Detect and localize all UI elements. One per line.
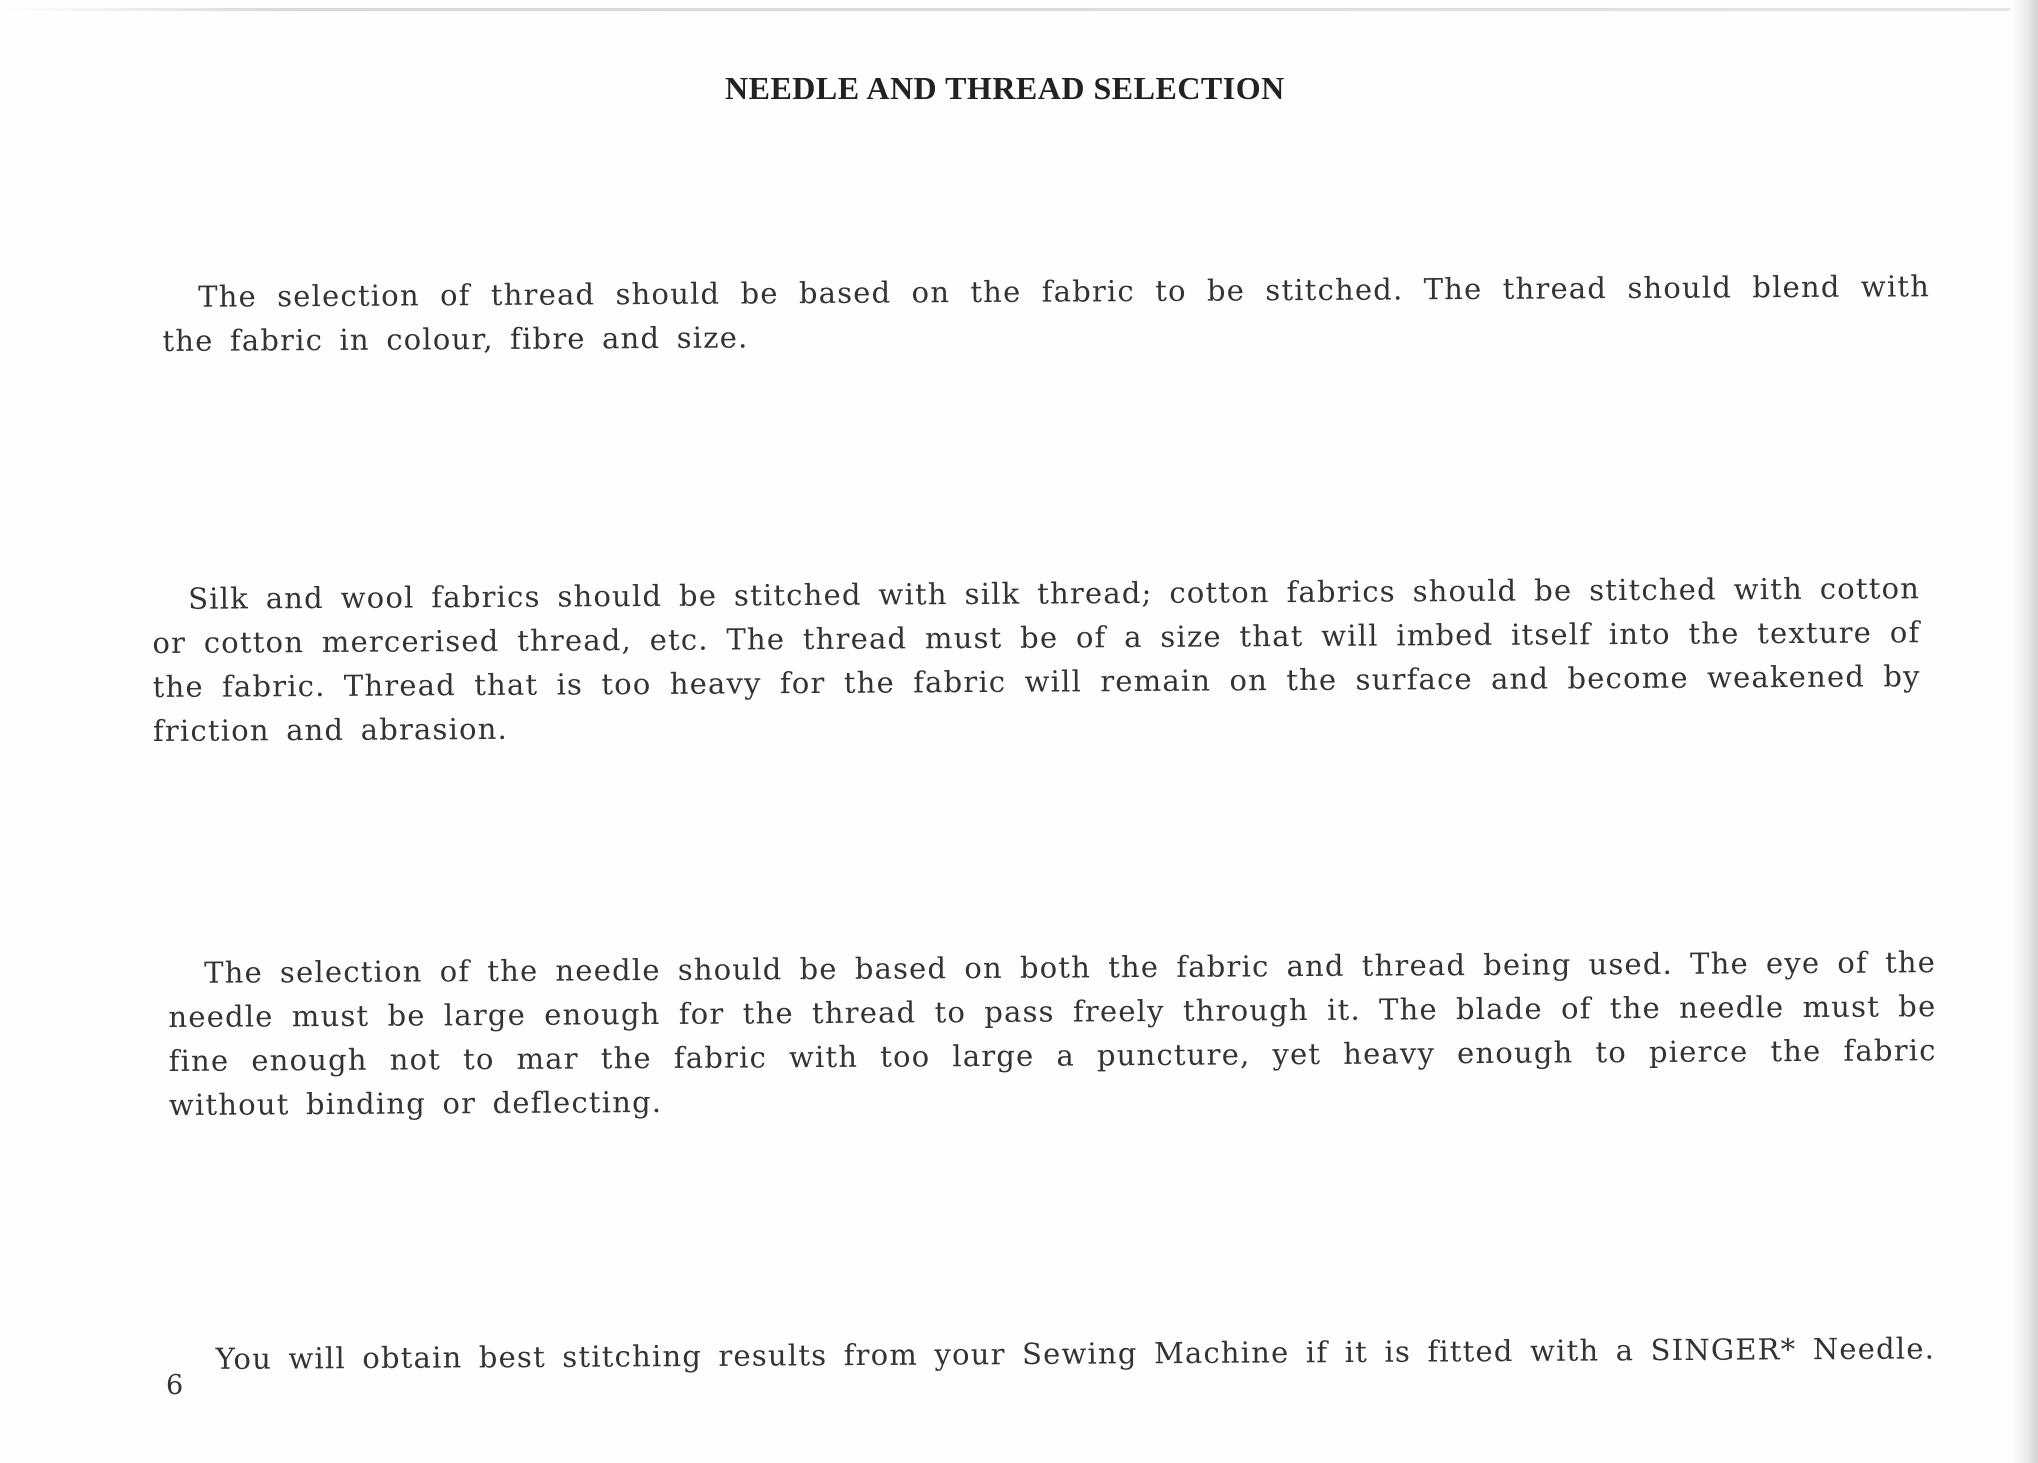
page-top-edge-shadow: [0, 8, 2010, 11]
page-heading: NEEDLE AND THREAD SELECTION: [725, 70, 1285, 106]
paragraph-needle-selection: The selection of the needle should be based on both the fabric and thread being used. The eye of the needle must be large enough for the thread to pass freely through it. The blade of the needle must be fine enough not to mar the fabric with too large a puncture, yet heavy enough to pierce the fabric without binding or deflecting.: [168, 945, 1937, 1122]
paragraph-singer-needle: You will obtain best stitching results from your Sewing Machine if it is fitted with a SINGER* Needle.: [215, 1331, 1936, 1376]
page-right-edge-shadow: [2012, 0, 2038, 1463]
page-number: 6: [166, 1370, 184, 1401]
paragraph-thread-selection: The selection of thread should be based on the fabric to be stitched. The thread should blend with the fabric in colour, fibre and size.: [162, 269, 1931, 358]
paragraph-fabric-thread-matching: Silk and wool fabrics should be stitched with silk thread; cotton fabrics should be stitched with cotton or cotton mercerised thread, etc. The thread must be of a size that will imbed itself into the texture of the fabric. Thread that is too heavy for the fabric will remain on the surface and become weakened by friction and abrasion.: [152, 571, 1921, 748]
